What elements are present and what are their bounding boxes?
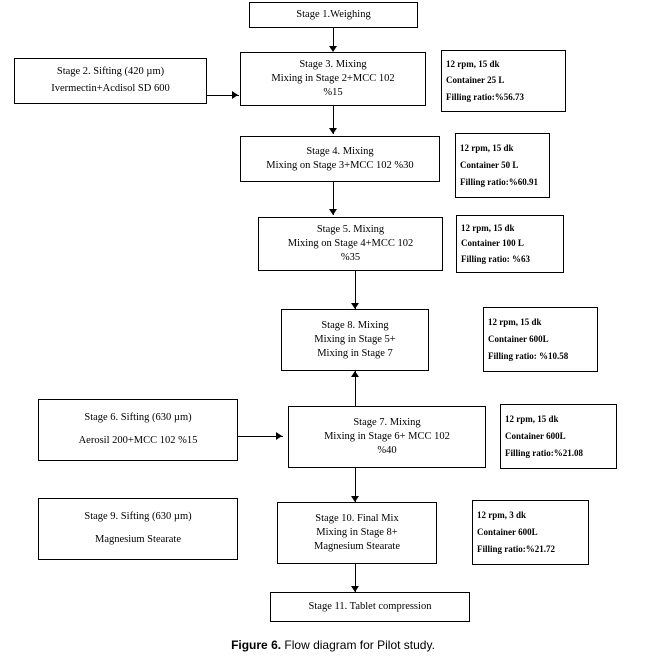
stage-5-line-1: Stage 5. Mixing (316, 223, 385, 235)
note-stage-10-line-1: 12 rpm, 3 dk (477, 509, 527, 520)
stage-10-line-1: Stage 10. Final Mix (315, 512, 399, 524)
stage-8-line-2: Mixing in Stage 5+ (314, 333, 396, 345)
stage-9-line-1: Stage 9. Sifting (630 µm) (84, 511, 192, 523)
stage-2-box (14, 58, 207, 104)
stage-11-line-1: Stage 11. Tablet compression (308, 600, 432, 612)
stage-11-box (270, 592, 470, 622)
note-stage-5-line-2: Container 100 L (461, 238, 524, 249)
stage-8-line-1: Stage 8. Mixing (321, 319, 389, 331)
figure-caption-text: Flow diagram for Pilot study. (281, 638, 435, 652)
stage-9-box (38, 498, 238, 560)
stage-5-line-3: %35 (340, 252, 361, 264)
stage-7-line-1: Stage 7. Mixing (353, 416, 421, 428)
note-stage-7 (500, 404, 617, 469)
stage-10-box (277, 502, 437, 564)
note-stage-8 (483, 307, 598, 372)
figure-caption (0, 638, 666, 652)
note-stage-3 (441, 50, 566, 112)
note-stage-8-line-2: Container 600L (488, 333, 549, 344)
stage-6-box (38, 399, 238, 461)
stage-9-line-2: Magnesium Stearate (94, 534, 181, 546)
arrowhead-stage4-stage5 (329, 209, 337, 215)
note-stage-3-line-1: 12 rpm, 15 dk (446, 59, 500, 70)
stage-3-line-3: %15 (323, 87, 343, 99)
stage-5-box (258, 217, 443, 271)
stage-3-line-2: Mixing in Stage 2+MCC 102 (271, 72, 395, 84)
stage-7-line-2: Mixing in Stage 6+ MCC 102 (324, 430, 450, 442)
note-stage-5 (456, 215, 564, 273)
arrowhead-stage6-stage7 (276, 432, 282, 440)
stage-4-line-1: Stage 4. Mixing (306, 145, 374, 157)
figure-caption-label: Figure 6. (231, 638, 282, 652)
note-stage-8-line-3: Filling ratio: %10.58 (488, 350, 569, 361)
note-stage-4-line-2: Container 50 L (460, 159, 519, 170)
note-stage-4-line-1: 12 rpm, 15 dk (460, 142, 514, 153)
stage-10-line-2: Mixing in Stage 8+ (316, 526, 398, 538)
note-stage-4 (455, 133, 550, 198)
stage-10-line-3: Magnesium Stearate (313, 541, 400, 553)
note-stage-10-line-3: Filling ratio:%21.72 (477, 543, 555, 554)
stage-7-line-3: %40 (377, 445, 397, 457)
arrowhead-stage2-stage3 (232, 91, 238, 99)
stage-8-line-3: Mixing in Stage 7 (317, 348, 393, 360)
arrowhead-stage7-stage8 (351, 371, 359, 377)
note-stage-7-line-1: 12 rpm, 15 dk (505, 413, 559, 424)
stage-6-line-2: Aerosil 200+MCC 102 %15 (78, 435, 198, 447)
note-stage-7-line-2: Container 600L (505, 430, 566, 441)
note-stage-3-line-2: Container 25 L (446, 75, 505, 86)
stage-2-line-2: Ivermectin+Acdisol SD 600 (51, 83, 170, 95)
stage-1-line-1: Stage 1.Weighing (296, 8, 371, 20)
note-stage-10-line-2: Container 600L (477, 526, 538, 537)
stage-2-line-1: Stage 2. Sifting (420 µm) (56, 65, 165, 77)
note-stage-5-line-3: Filling ratio: %63 (461, 253, 530, 264)
note-stage-5-line-1: 12 rpm, 15 dk (461, 223, 515, 234)
note-stage-3-line-3: Filling ratio:%56.73 (446, 91, 524, 102)
stage-6-line-1: Stage 6. Sifting (630 µm) (84, 412, 192, 424)
stage-3-box (240, 52, 426, 106)
arrowhead-stage3-stage4 (329, 128, 337, 134)
note-stage-8-line-1: 12 rpm, 15 dk (488, 316, 542, 327)
stage-4-line-2: Mixing on Stage 3+MCC 102 %30 (266, 160, 414, 171)
stage-5-line-2: Mixing on Stage 4+MCC 102 (287, 237, 414, 249)
stage-1-box (249, 2, 418, 28)
note-stage-4-line-3: Filling ratio:%60.91 (460, 176, 538, 187)
stage-4-box (240, 136, 440, 182)
stage-8-box (281, 309, 429, 371)
note-stage-7-line-3: Filling ratio:%21.08 (505, 447, 583, 458)
note-stage-10 (472, 500, 589, 565)
stage-7-box (288, 406, 486, 468)
stage-3-line-1: Stage 3. Mixing (299, 58, 367, 70)
